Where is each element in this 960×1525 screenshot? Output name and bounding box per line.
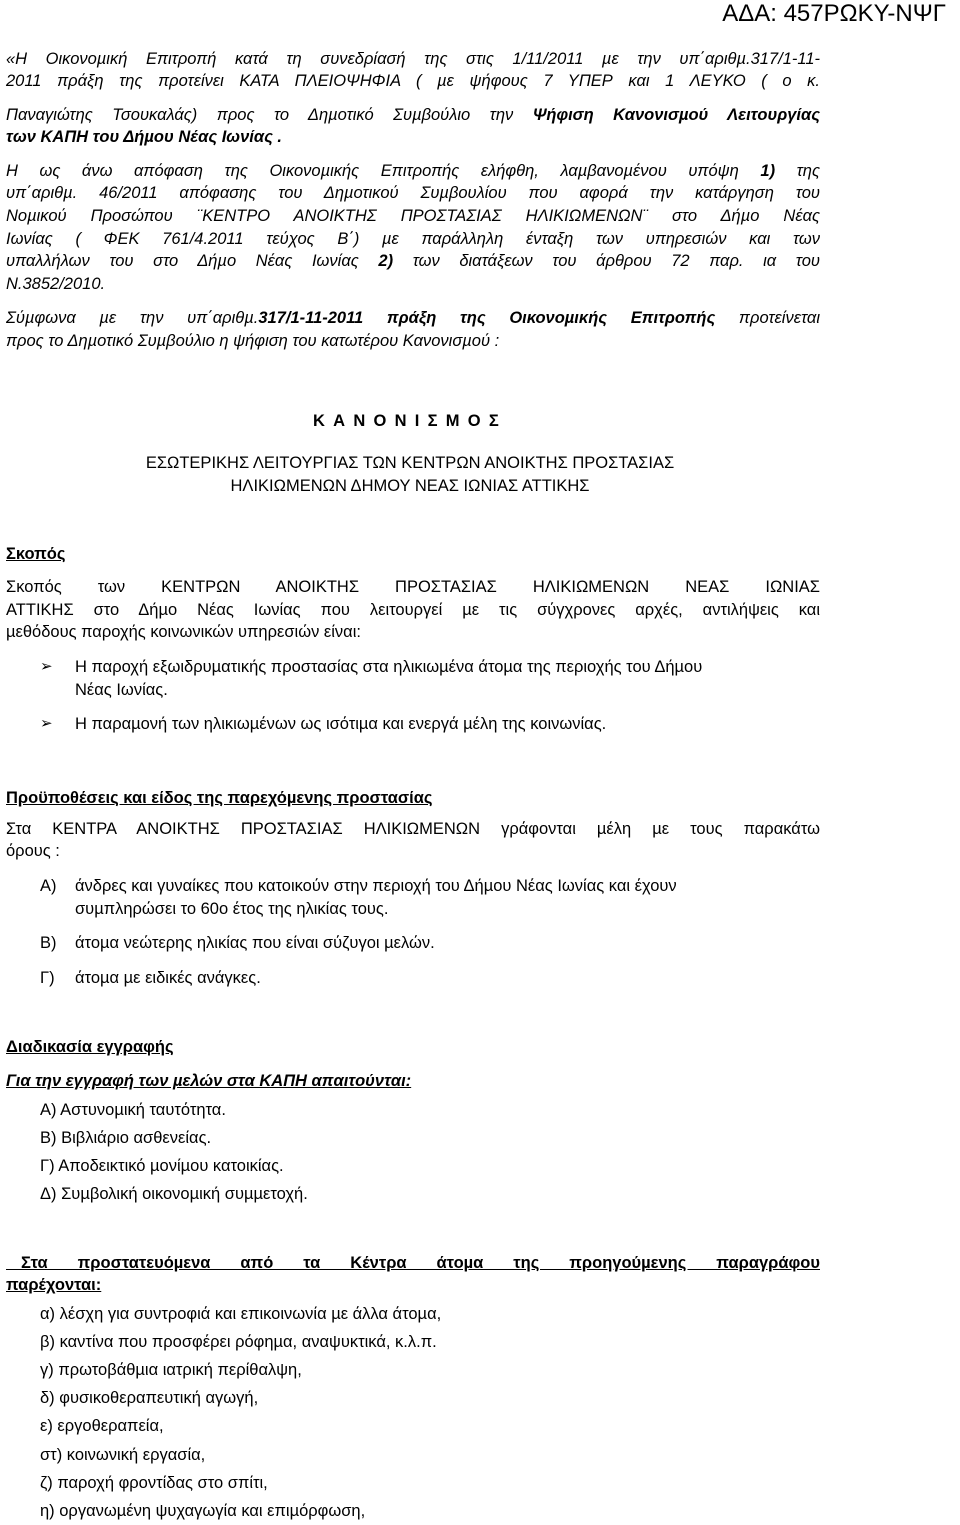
requirement-c: Γ) Αποδεικτικό µονίµου κατοικίας. — [40, 1157, 284, 1175]
condition-marker: Γ) — [40, 969, 55, 987]
diadikasia-subheading: Για την εγγραφή των µελών στα ΚΑΠΗ απαιτούνται: — [6, 1072, 412, 1090]
requirement-a: Α) Αστυνοµική ταυτότητα. — [40, 1101, 226, 1119]
subtitle-line-1: ΕΣΩΤΕΡΙΚΗΣ ΛΕΙΤΟΥΡΓΙΑΣ ΤΩΝ ΚΕΝΤΡΩΝ ΑΝΟΙΚΤΗΣ ΠΡΟΣΤΑΣΙΑΣ — [145, 454, 675, 472]
condition-a-cont: συµπληρώσει το 60ο έτος της ηλικίας τους. — [75, 900, 389, 918]
intro-p2-line-6: Ν.3852/2010. — [6, 275, 106, 293]
intro-line-3: Παναγιώτης Τσουκαλάς) προς το Δηµοτικό Συµβούλιο την Ψήφιση Κανονισµού Λειτουργίας — [6, 106, 820, 124]
service-item: στ) κοινωνική εργασία, — [40, 1446, 206, 1464]
intro-p2-line-2: υπ΄αριθµ. 46/2011 απόφασης του Δηµοτικού Συµβουλίου που αφορά την κατάργηση του — [6, 184, 820, 202]
skopos-bullet-2: Η παραµονή των ηλικιωµένων ως ισότιµα και ενεργά µέλη της κοινωνίας. — [75, 715, 607, 733]
service-item: γ) πρωτοβάθµια ιατρική περίθαλψη, — [40, 1361, 302, 1379]
condition-marker: Β) — [40, 934, 57, 952]
condition-marker: Α) — [40, 877, 57, 895]
proupotheseis-heading: Προϋποθέσεις και είδος της παρεχόµενης προστασίας — [6, 789, 433, 807]
proupotheseis-line-2: όρους : — [6, 842, 60, 860]
intro-p3-line-1: Σύµφωνα µε την υπ΄αριθµ.317/1-11-2011 πράξη της Οικονοµικής Επιτροπής προτείνεται — [6, 309, 820, 327]
service-item: ζ) παροχή φροντίδας στο σπίτι, — [40, 1474, 268, 1492]
paroxes-heading: Στα προστατευόµενα από τα Κέντρα άτοµα της προηγούµενης παραγράφου — [6, 1254, 820, 1272]
skopos-bullet-1: Η παροχή εξωιδρυµατικής προστασίας στα ηλικιωµένα άτοµα της περιοχής του Δήµου — [75, 658, 703, 676]
intro-bold-title: Ψήφιση Κανονισµού Λειτουργίας — [532, 106, 820, 124]
skopos-bullet-1-cont: Νέας Ιωνίας. — [75, 681, 168, 699]
condition-c: άτοµα µε ειδικές ανάγκες. — [75, 969, 261, 987]
proupotheseis-line-1: Στα ΚΕΝΤΡΑ ΑΝΟΙΚΤΗΣ ΠΡΟΣΤΑΣΙΑΣ ΗΛΙΚΙΩΜΕΝΩΝ γράφονται µέλη µε τους παρακάτω — [6, 820, 820, 838]
paroxes-heading-cont: παρέχονται: — [6, 1276, 102, 1294]
condition-a: άνδρες και γυναίκες που κατοικούν στην περιοχή του Δήµου Νέας Ιωνίας και έχουν — [75, 877, 677, 895]
service-item: η) οργανωµένη ψυχαγωγία και επιµόρφωση, — [40, 1502, 366, 1520]
service-item: α) λέσχη για συντροφιά και επικοινωνία µε άλλα άτοµα, — [40, 1305, 442, 1323]
service-item: δ) φυσικοθεραπευτική αγωγή, — [40, 1389, 259, 1407]
skopos-line-1: Σκοπός των ΚΕΝΤΡΩΝ ΑΝΟΙΚΤΗΣ ΠΡΟΣΤΑΣΙΑΣ ΗΛΙΚΙΩΜΕΝΩΝ ΝΕΑΣ ΙΩΝΙΑΣ — [6, 578, 820, 596]
requirement-b: Β) Βιβλιάριο ασθενείας. — [40, 1129, 212, 1147]
intro-line-1: «Η Οικονοµική Επιτροπή κατά τη συνεδρίασή της στις 1/11/2011 µε την υπ΄αριθµ.317/1-11- — [6, 50, 820, 68]
arrow-bullet-icon: ➢ — [40, 715, 53, 732]
service-item: ε) εργοθεραπεία, — [40, 1417, 164, 1435]
intro-line-4: των ΚΑΠΗ του Δήµου Νέας Ιωνίας . — [6, 128, 283, 146]
skopos-line-2: ΑΤΤΙΚΗΣ στο Δήµο Νέας Ιωνίας που λειτουργεί µε τις σύγχρονες αρχές, αντιλήψεις και — [6, 601, 820, 619]
ada-code: ΑΔΑ: 457ΡΩΚΥ-ΝΨΓ — [722, 0, 946, 27]
skopos-heading: Σκοπός — [6, 545, 66, 563]
intro-p2-line-5: υπαλλήλων του στο Δήµο Νέας Ιωνίας 2) των διατάξεων του άρθρου 72 παρ. ια του — [6, 252, 820, 270]
skopos-line-3: µεθόδους παροχής κοινωνικών υπηρεσιών είναι: — [6, 623, 361, 641]
intro-p2-line-3: Νοµικού Προσώπου ¨ΚΕΝΤΡΟ ΑΝΟΙΚΤΗΣ ΠΡΟΣΤΑΣΙΑΣ ΗΛΙΚΙΩΜΕΝΩΝ¨ στο Δήµο Νέας — [6, 207, 820, 225]
document-title: ΚΑΝΟΝΙΣΜΟΣ — [313, 412, 507, 430]
intro-p2-line-4: Ιωνίας ( ΦΕΚ 761/4.2011 τεύχος Β΄) µε παράλληλη ένταξη των υπηρεσιών και των — [6, 230, 820, 248]
intro-p2-line-1: Η ως άνω απόφαση της Οικονοµικής Επιτροπής ελήφθη, λαµβανοµένου υπόψη 1) της — [6, 162, 820, 180]
intro-p3-line-2: προς το Δηµοτικό Συµβούλιο η ψήφιση του κατωτέρου Κανονισµού : — [6, 332, 500, 350]
requirement-d: Δ) Συµβολική οικονοµική συµµετοχή. — [40, 1185, 308, 1203]
subtitle-line-2: ΗΛΙΚΙΩΜΕΝΩΝ ΔΗΜΟΥ ΝΕΑΣ ΙΩΝΙΑΣ ΑΤΤΙΚΗΣ — [230, 477, 590, 495]
intro-line-2: 2011 πράξη της προτείνει ΚΑΤΑ ΠΛΕΙΟΨΗΦΙΑ ( µε ψήφους 7 ΥΠΕΡ και 1 ΛΕΥΚΟ ( ο κ. — [6, 72, 820, 90]
service-item: β) καντίνα που προσφέρει ρόφηµα, αναψυκτικά, κ.λ.π. — [40, 1333, 437, 1351]
condition-b: άτοµα νεώτερης ηλικίας που είναι σύζυγοι µελών. — [75, 934, 435, 952]
arrow-bullet-icon: ➢ — [40, 658, 53, 675]
diadikasia-heading: Διαδικασία εγγραφής — [6, 1038, 174, 1056]
